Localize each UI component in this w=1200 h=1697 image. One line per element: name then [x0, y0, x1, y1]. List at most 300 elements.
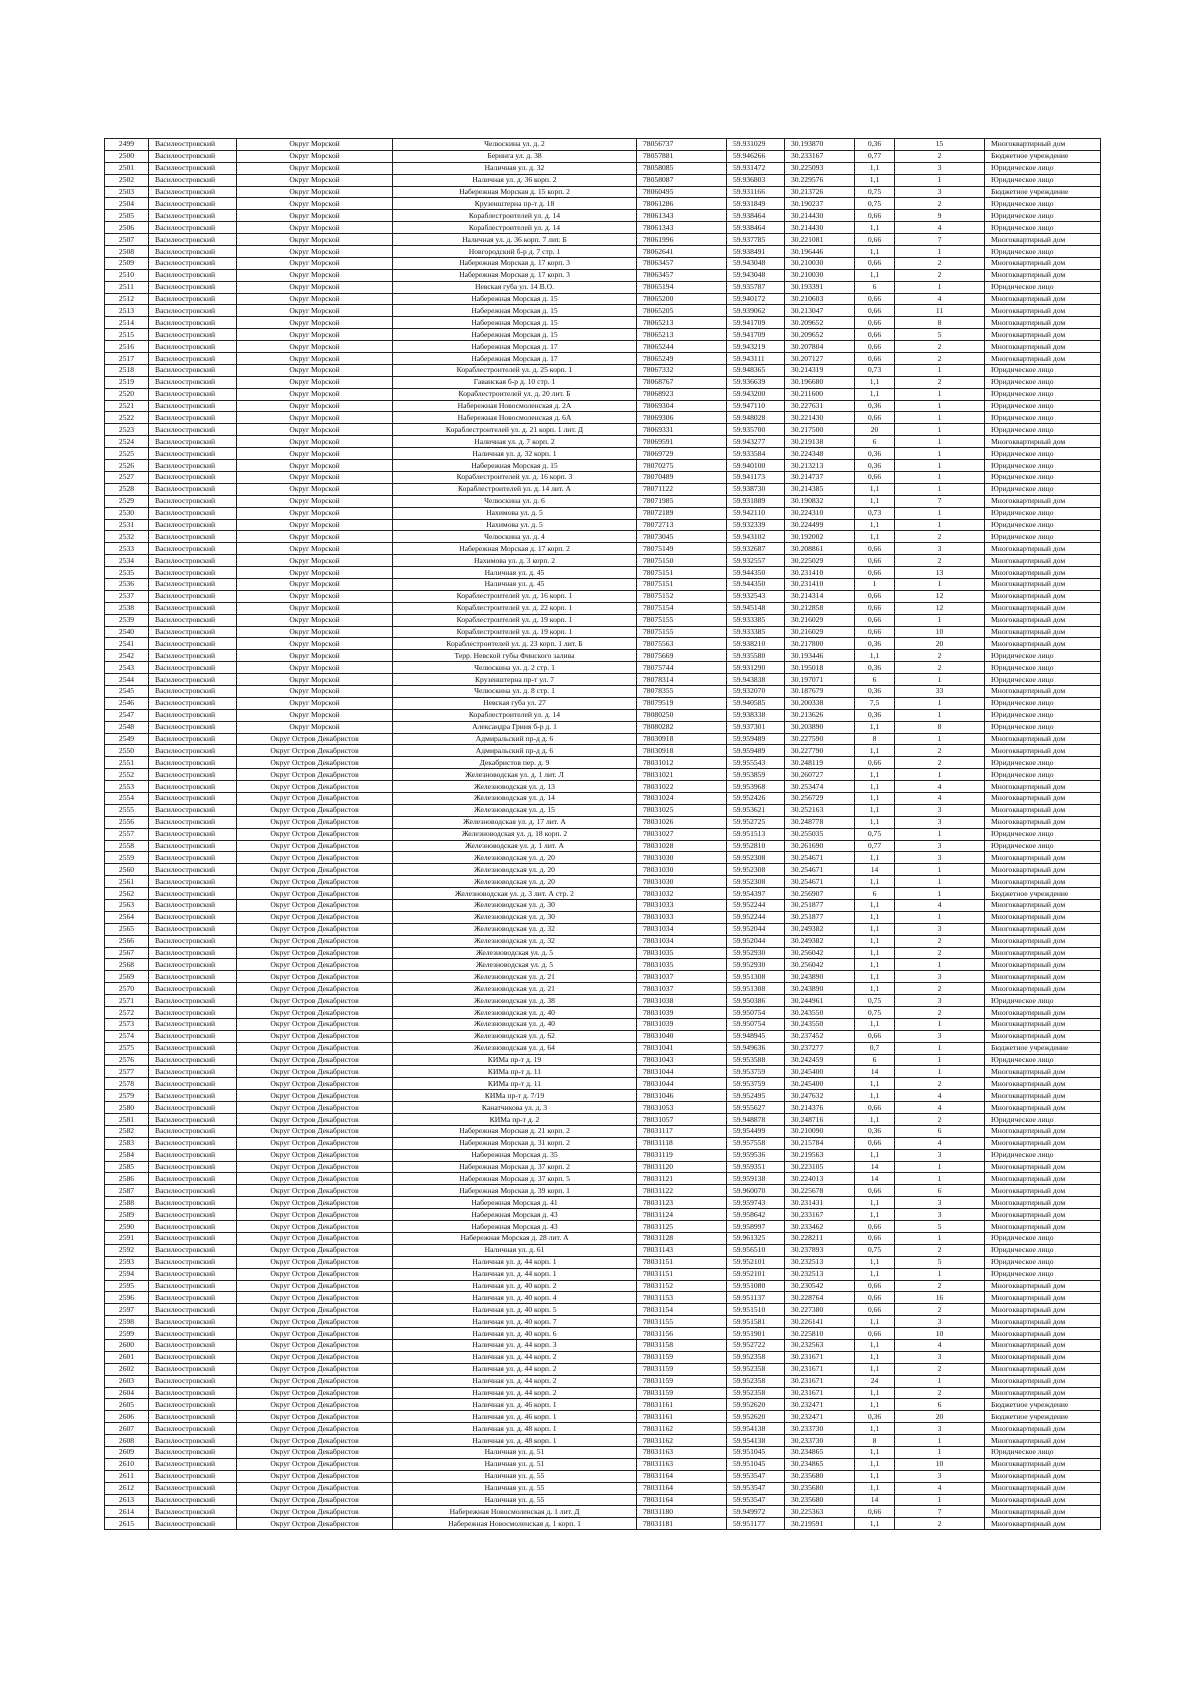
- table-row: [105, 1328, 1101, 1340]
- cell-volume: 0,66: [855, 757, 895, 769]
- cell-type: Многоквартирный дом: [985, 1387, 1101, 1399]
- cell-volume: 1,1: [855, 876, 895, 888]
- cell-n: 2587: [105, 1185, 149, 1197]
- table-row: [105, 1161, 1101, 1173]
- cell-code: 78031124: [637, 1209, 727, 1221]
- cell-lon: 30.210090: [785, 1125, 855, 1137]
- cell-address: Наличная ул. д. 48 корп. 1: [393, 1423, 637, 1435]
- cell-type: Юридическое лицо: [985, 531, 1101, 543]
- cell-lat: 59.951137: [727, 1292, 785, 1304]
- cell-type: Юридическое лицо: [985, 174, 1101, 186]
- cell-type: Юридическое лицо: [985, 995, 1101, 1007]
- cell-address: Наличная ул. д. 51: [393, 1458, 637, 1470]
- cell-address: Железноводская ул. д. 1 лит. Л: [393, 769, 637, 781]
- cell-district: Василеостровский: [149, 246, 237, 258]
- cell-lat: 59.951510: [727, 1304, 785, 1316]
- cell-lon: 30.224348: [785, 448, 855, 460]
- cell-district: Василеостровский: [149, 1161, 237, 1173]
- cell-type: Многоквартирный дом: [985, 1518, 1101, 1530]
- cell-type: Юридическое лицо: [985, 662, 1101, 674]
- cell-type: Многоквартирный дом: [985, 1458, 1101, 1470]
- cell-municipality: Округ Остров Декабристов: [237, 911, 393, 923]
- cell-district: Василеостровский: [149, 1256, 237, 1268]
- cell-address: Наличная ул. д. 32 корп. 1: [393, 448, 637, 460]
- cell-code: 78031159: [637, 1351, 727, 1363]
- cell-n: 2609: [105, 1446, 149, 1458]
- cell-district: Василеостровский: [149, 1078, 237, 1090]
- cell-code: 78073045: [637, 531, 727, 543]
- cell-address: Кораблестроителей ул. д. 14: [393, 709, 637, 721]
- cell-lat: 59.941709: [727, 329, 785, 341]
- cell-volume: 0,36: [855, 662, 895, 674]
- cell-lat: 59.931849: [727, 198, 785, 210]
- cell-lat: 59.931029: [727, 139, 785, 151]
- cell-address: Набережная Морская д. 31 корп. 2: [393, 1137, 637, 1149]
- table-row: [105, 412, 1101, 424]
- cell-n: 2555: [105, 804, 149, 816]
- table-row: [105, 1304, 1101, 1316]
- cell-address: Крузенштерна пр-т ул. 7: [393, 674, 637, 686]
- cell-volume: 0,66: [855, 1137, 895, 1149]
- cell-lat: 59.948945: [727, 1030, 785, 1042]
- cell-n: 2604: [105, 1387, 149, 1399]
- cell-type: Многоквартирный дом: [985, 1375, 1101, 1387]
- cell-district: Василеостровский: [149, 174, 237, 186]
- cell-type: Многоквартирный дом: [985, 257, 1101, 269]
- cell-n: 2601: [105, 1351, 149, 1363]
- cell-volume: 1,1: [855, 1018, 895, 1030]
- table-row: [105, 650, 1101, 662]
- cell-lat: 59.931472: [727, 162, 785, 174]
- cell-district: Василеостровский: [149, 1042, 237, 1054]
- cell-address: Железноводская ул. д. 40: [393, 1018, 637, 1030]
- cell-code: 78072713: [637, 519, 727, 531]
- table-row: [105, 1007, 1101, 1019]
- cell-lat: 59.952358: [727, 1351, 785, 1363]
- cell-count: 7: [895, 495, 985, 507]
- cell-district: Василеостровский: [149, 1423, 237, 1435]
- cell-municipality: Округ Остров Декабристов: [237, 1114, 393, 1126]
- cell-volume: 1,1: [855, 1114, 895, 1126]
- cell-count: 4: [895, 1102, 985, 1114]
- cell-n: 2590: [105, 1221, 149, 1233]
- cell-code: 78031040: [637, 1030, 727, 1042]
- cell-lat: 59.933385: [727, 626, 785, 638]
- cell-type: Юридическое лицо: [985, 650, 1101, 662]
- cell-address: Набережная Морская д. 35: [393, 1149, 637, 1161]
- cell-lon: 30.190237: [785, 198, 855, 210]
- cell-n: 2583: [105, 1137, 149, 1149]
- cell-type: Многоквартирный дом: [985, 293, 1101, 305]
- cell-lat: 59.938338: [727, 709, 785, 721]
- cell-district: Василеостровский: [149, 876, 237, 888]
- cell-volume: 1,1: [855, 650, 895, 662]
- cell-municipality: Округ Остров Декабристов: [237, 1304, 393, 1316]
- table-row: [105, 685, 1101, 697]
- cell-municipality: Округ Остров Декабристов: [237, 1470, 393, 1482]
- cell-lat: 59.954397: [727, 888, 785, 900]
- cell-volume: 1,1: [855, 923, 895, 935]
- cell-type: Многоквартирный дом: [985, 1102, 1101, 1114]
- cell-code: 78031181: [637, 1518, 727, 1530]
- cell-count: 8: [895, 721, 985, 733]
- cell-type: Юридическое лицо: [985, 246, 1101, 258]
- cell-volume: 1,1: [855, 531, 895, 543]
- table-row: [105, 210, 1101, 222]
- table-row: [105, 483, 1101, 495]
- table-row: [105, 1280, 1101, 1292]
- table-row: [105, 436, 1101, 448]
- cell-count: 5: [895, 329, 985, 341]
- cell-district: Василеостровский: [149, 1137, 237, 1149]
- cell-address: Наличная ул. д. 46 корп. 1: [393, 1411, 637, 1423]
- cell-address: Набережная Морская д. 21 корп. 2: [393, 1125, 637, 1137]
- cell-count: 1: [895, 959, 985, 971]
- cell-lat: 59.952722: [727, 1339, 785, 1351]
- table-row: [105, 626, 1101, 638]
- table-row: [105, 281, 1101, 293]
- cell-n: 2550: [105, 745, 149, 757]
- cell-n: 2547: [105, 709, 149, 721]
- cell-n: 2532: [105, 531, 149, 543]
- cell-count: 2: [895, 353, 985, 365]
- cell-district: Василеостровский: [149, 959, 237, 971]
- cell-lon: 30.200338: [785, 697, 855, 709]
- table-row: [105, 269, 1101, 281]
- cell-count: 1: [895, 483, 985, 495]
- cell-count: 1: [895, 876, 985, 888]
- cell-volume: 1,1: [855, 1363, 895, 1375]
- cell-type: Многоквартирный дом: [985, 1078, 1101, 1090]
- cell-address: Набережная Морская д. 15 корп. 2: [393, 186, 637, 198]
- cell-volume: 0,36: [855, 709, 895, 721]
- cell-lat: 59.948365: [727, 364, 785, 376]
- table-row: [105, 1137, 1101, 1149]
- cell-count: 3: [895, 804, 985, 816]
- cell-type: Юридическое лицо: [985, 1232, 1101, 1244]
- cell-district: Василеостровский: [149, 1304, 237, 1316]
- cell-n: 2527: [105, 471, 149, 483]
- cell-lat: 59.935787: [727, 281, 785, 293]
- cell-district: Василеостровский: [149, 412, 237, 424]
- cell-municipality: Округ Остров Декабристов: [237, 1446, 393, 1458]
- cell-municipality: Округ Остров Декабристов: [237, 1328, 393, 1340]
- cell-lon: 30.251877: [785, 911, 855, 923]
- cell-n: 2513: [105, 305, 149, 317]
- cell-lon: 30.245400: [785, 1066, 855, 1078]
- cell-district: Василеостровский: [149, 1518, 237, 1530]
- cell-lat: 59.952101: [727, 1256, 785, 1268]
- cell-lon: 30.231671: [785, 1363, 855, 1375]
- cell-type: Многоквартирный дом: [985, 436, 1101, 448]
- cell-district: Василеостровский: [149, 781, 237, 793]
- cell-count: 1: [895, 424, 985, 436]
- cell-lon: 30.192002: [785, 531, 855, 543]
- cell-n: 2553: [105, 781, 149, 793]
- cell-municipality: Округ Остров Декабристов: [237, 792, 393, 804]
- cell-code: 78075155: [637, 626, 727, 638]
- cell-n: 2526: [105, 460, 149, 472]
- cell-n: 2503: [105, 186, 149, 198]
- cell-type: Юридическое лицо: [985, 757, 1101, 769]
- cell-code: 78075149: [637, 543, 727, 555]
- cell-district: Василеостровский: [149, 1292, 237, 1304]
- cell-volume: 1,1: [855, 1482, 895, 1494]
- cell-n: 2593: [105, 1256, 149, 1268]
- cell-volume: 0,66: [855, 305, 895, 317]
- cell-code: 78061996: [637, 234, 727, 246]
- table-row: [105, 471, 1101, 483]
- cell-volume: 0,66: [855, 1030, 895, 1042]
- cell-lat: 59.959489: [727, 745, 785, 757]
- cell-code: 78078355: [637, 685, 727, 697]
- cell-count: 1: [895, 1161, 985, 1173]
- table-row: [105, 400, 1101, 412]
- cell-municipality: Округ Остров Декабристов: [237, 1078, 393, 1090]
- cell-lat: 59.931290: [727, 662, 785, 674]
- cell-district: Василеостровский: [149, 1482, 237, 1494]
- cell-n: 2525: [105, 448, 149, 460]
- cell-volume: 14: [855, 1173, 895, 1185]
- cell-lat: 59.954138: [727, 1435, 785, 1447]
- cell-code: 78069331: [637, 424, 727, 436]
- cell-code: 78031164: [637, 1494, 727, 1506]
- table-row: [105, 1042, 1101, 1054]
- cell-lon: 30.227790: [785, 745, 855, 757]
- cell-count: 9: [895, 210, 985, 222]
- cell-address: Железноводская ул. д. 20: [393, 876, 637, 888]
- cell-address: Нахимова ул. д. 5: [393, 507, 637, 519]
- cell-n: 2572: [105, 1007, 149, 1019]
- cell-type: Юридическое лицо: [985, 709, 1101, 721]
- cell-municipality: Округ Остров Декабристов: [237, 1494, 393, 1506]
- cell-address: Гаванская б-р д. 10 стр. 1: [393, 376, 637, 388]
- table-row: [105, 959, 1101, 971]
- cell-district: Василеостровский: [149, 1375, 237, 1387]
- cell-code: 78031153: [637, 1292, 727, 1304]
- cell-type: Многоквартирный дом: [985, 983, 1101, 995]
- table-row: [105, 804, 1101, 816]
- cell-municipality: Округ Остров Декабристов: [237, 876, 393, 888]
- cell-code: 78058085: [637, 162, 727, 174]
- cell-municipality: Округ Остров Декабристов: [237, 828, 393, 840]
- cell-address: Нахимова ул. д. 3 корп. 2: [393, 555, 637, 567]
- cell-lon: 30.224499: [785, 519, 855, 531]
- cell-lon: 30.214385: [785, 483, 855, 495]
- table-row: [105, 1125, 1101, 1137]
- cell-lon: 30.244961: [785, 995, 855, 1007]
- cell-district: Василеостровский: [149, 281, 237, 293]
- cell-municipality: Округ Морской: [237, 590, 393, 602]
- cell-lon: 30.232471: [785, 1399, 855, 1411]
- cell-code: 78031119: [637, 1149, 727, 1161]
- cell-n: 2613: [105, 1494, 149, 1506]
- cell-address: Наличная ул. д. 44 корп. 1: [393, 1268, 637, 1280]
- cell-type: Многоквартирный дом: [985, 1423, 1101, 1435]
- cell-lat: 59.953968: [727, 781, 785, 793]
- cell-lon: 30.195018: [785, 662, 855, 674]
- cell-volume: 0,66: [855, 602, 895, 614]
- cell-code: 78067332: [637, 364, 727, 376]
- cell-count: 2: [895, 662, 985, 674]
- cell-code: 78056737: [637, 139, 727, 151]
- cell-count: 12: [895, 590, 985, 602]
- cell-district: Василеостровский: [149, 1173, 237, 1185]
- cell-count: 16: [895, 1292, 985, 1304]
- cell-district: Василеостровский: [149, 1399, 237, 1411]
- cell-district: Василеостровский: [149, 674, 237, 686]
- table-row: [105, 222, 1101, 234]
- cell-type: Многоквартирный дом: [985, 911, 1101, 923]
- cell-n: 2502: [105, 174, 149, 186]
- cell-lat: 59.952930: [727, 947, 785, 959]
- cell-address: Наличная ул. д. 55: [393, 1470, 637, 1482]
- cell-count: 1: [895, 674, 985, 686]
- table-body: [105, 139, 1101, 1530]
- cell-count: 4: [895, 781, 985, 793]
- cell-lat: 59.957558: [727, 1137, 785, 1149]
- cell-n: 2594: [105, 1268, 149, 1280]
- cell-municipality: Округ Остров Декабристов: [237, 1066, 393, 1078]
- cell-code: 78070275: [637, 460, 727, 472]
- cell-address: Челюскина ул. д. 6: [393, 495, 637, 507]
- cell-lat: 59.938464: [727, 222, 785, 234]
- cell-volume: 1,1: [855, 1256, 895, 1268]
- cell-district: Василеостровский: [149, 638, 237, 650]
- cell-n: 2605: [105, 1399, 149, 1411]
- cell-type: Многоквартирный дом: [985, 305, 1101, 317]
- cell-lon: 30.207804: [785, 341, 855, 353]
- cell-address: Наличная ул. д. 36 корп. 2: [393, 174, 637, 186]
- cell-n: 2596: [105, 1292, 149, 1304]
- table-row: [105, 614, 1101, 626]
- cell-type: Юридическое лицо: [985, 1256, 1101, 1268]
- cell-district: Василеостровский: [149, 139, 237, 151]
- cell-lat: 59.952426: [727, 792, 785, 804]
- cell-lat: 59.955543: [727, 757, 785, 769]
- cell-municipality: Округ Морской: [237, 329, 393, 341]
- cell-volume: 0,66: [855, 412, 895, 424]
- cell-count: 4: [895, 1339, 985, 1351]
- cell-address: Наличная ул. д. 45: [393, 578, 637, 590]
- cell-volume: 0,36: [855, 460, 895, 472]
- table-row: [105, 602, 1101, 614]
- cell-district: Василеостровский: [149, 1351, 237, 1363]
- cell-lon: 30.254671: [785, 864, 855, 876]
- cell-municipality: Округ Морской: [237, 602, 393, 614]
- cell-code: 78080282: [637, 721, 727, 733]
- cell-lat: 59.931889: [727, 495, 785, 507]
- cell-district: Василеостровский: [149, 543, 237, 555]
- cell-code: 78075155: [637, 614, 727, 626]
- cell-municipality: Округ Остров Декабристов: [237, 745, 393, 757]
- cell-district: Василеостровский: [149, 1446, 237, 1458]
- cell-address: Наличная ул. д. 44 корп. 1: [393, 1256, 637, 1268]
- cell-count: 1: [895, 1268, 985, 1280]
- cell-lat: 59.952308: [727, 876, 785, 888]
- cell-lat: 59.941173: [727, 471, 785, 483]
- cell-volume: 0,73: [855, 507, 895, 519]
- cell-district: Василеостровский: [149, 1114, 237, 1126]
- table-row: [105, 1244, 1101, 1256]
- cell-count: 1: [895, 614, 985, 626]
- table-row: [105, 162, 1101, 174]
- cell-count: 4: [895, 1482, 985, 1494]
- cell-lat: 59.954499: [727, 1125, 785, 1137]
- cell-code: 78031021: [637, 769, 727, 781]
- cell-lat: 59.935700: [727, 424, 785, 436]
- cell-lon: 30.233730: [785, 1423, 855, 1435]
- cell-code: 78031163: [637, 1446, 727, 1458]
- cell-address: Наличная ул. д. 40 корп. 6: [393, 1328, 637, 1340]
- cell-municipality: Округ Остров Декабристов: [237, 1375, 393, 1387]
- cell-municipality: Округ Остров Декабристов: [237, 995, 393, 1007]
- table-row: [105, 1292, 1101, 1304]
- cell-lat: 59.938464: [727, 210, 785, 222]
- cell-code: 78078314: [637, 674, 727, 686]
- cell-lon: 30.231671: [785, 1387, 855, 1399]
- table-row: [105, 876, 1101, 888]
- cell-district: Василеостровский: [149, 471, 237, 483]
- table-row: [105, 198, 1101, 210]
- cell-type: Юридическое лицо: [985, 1114, 1101, 1126]
- cell-lon: 30.217800: [785, 638, 855, 650]
- cell-type: Юридическое лицо: [985, 424, 1101, 436]
- cell-count: 10: [895, 1328, 985, 1340]
- cell-lon: 30.214319: [785, 364, 855, 376]
- cell-district: Василеостровский: [149, 341, 237, 353]
- cell-address: Наличная ул. д. 51: [393, 1446, 637, 1458]
- cell-lon: 30.255035: [785, 828, 855, 840]
- table-row: [105, 864, 1101, 876]
- cell-type: Юридическое лицо: [985, 388, 1101, 400]
- cell-type: Многоквартирный дом: [985, 1292, 1101, 1304]
- cell-code: 78031156: [637, 1328, 727, 1340]
- cell-count: 3: [895, 852, 985, 864]
- cell-address: Наличная ул. д. 40 корп. 5: [393, 1304, 637, 1316]
- cell-n: 2518: [105, 364, 149, 376]
- cell-address: Набережная Морская д. 15: [393, 317, 637, 329]
- cell-code: 78031035: [637, 959, 727, 971]
- cell-volume: 14: [855, 1161, 895, 1173]
- cell-address: Канатчикова ул. д. 3: [393, 1102, 637, 1114]
- cell-volume: 1,1: [855, 804, 895, 816]
- cell-n: 2534: [105, 555, 149, 567]
- data-sheet: [104, 138, 1100, 1530]
- cell-municipality: Округ Остров Декабристов: [237, 757, 393, 769]
- cell-n: 2538: [105, 602, 149, 614]
- cell-address: Набережная Новосмоленская д. 6А: [393, 412, 637, 424]
- cell-code: 78031164: [637, 1470, 727, 1482]
- cell-lat: 59.959743: [727, 1197, 785, 1209]
- cell-district: Василеостровский: [149, 1316, 237, 1328]
- cell-address: Железноводская ул. д. 32: [393, 923, 637, 935]
- table-row: [105, 1411, 1101, 1423]
- cell-municipality: Округ Морской: [237, 174, 393, 186]
- table-row: [105, 828, 1101, 840]
- cell-municipality: Округ Остров Декабристов: [237, 1423, 393, 1435]
- cell-n: 2564: [105, 911, 149, 923]
- cell-code: 78031022: [637, 781, 727, 793]
- cell-volume: 14: [855, 1066, 895, 1078]
- cell-district: Василеостровский: [149, 353, 237, 365]
- cell-lat: 59.955627: [727, 1102, 785, 1114]
- cell-municipality: Округ Морской: [237, 210, 393, 222]
- cell-count: 1: [895, 1494, 985, 1506]
- cell-lat: 59.933385: [727, 614, 785, 626]
- cell-count: 1: [895, 769, 985, 781]
- cell-type: Юридическое лицо: [985, 828, 1101, 840]
